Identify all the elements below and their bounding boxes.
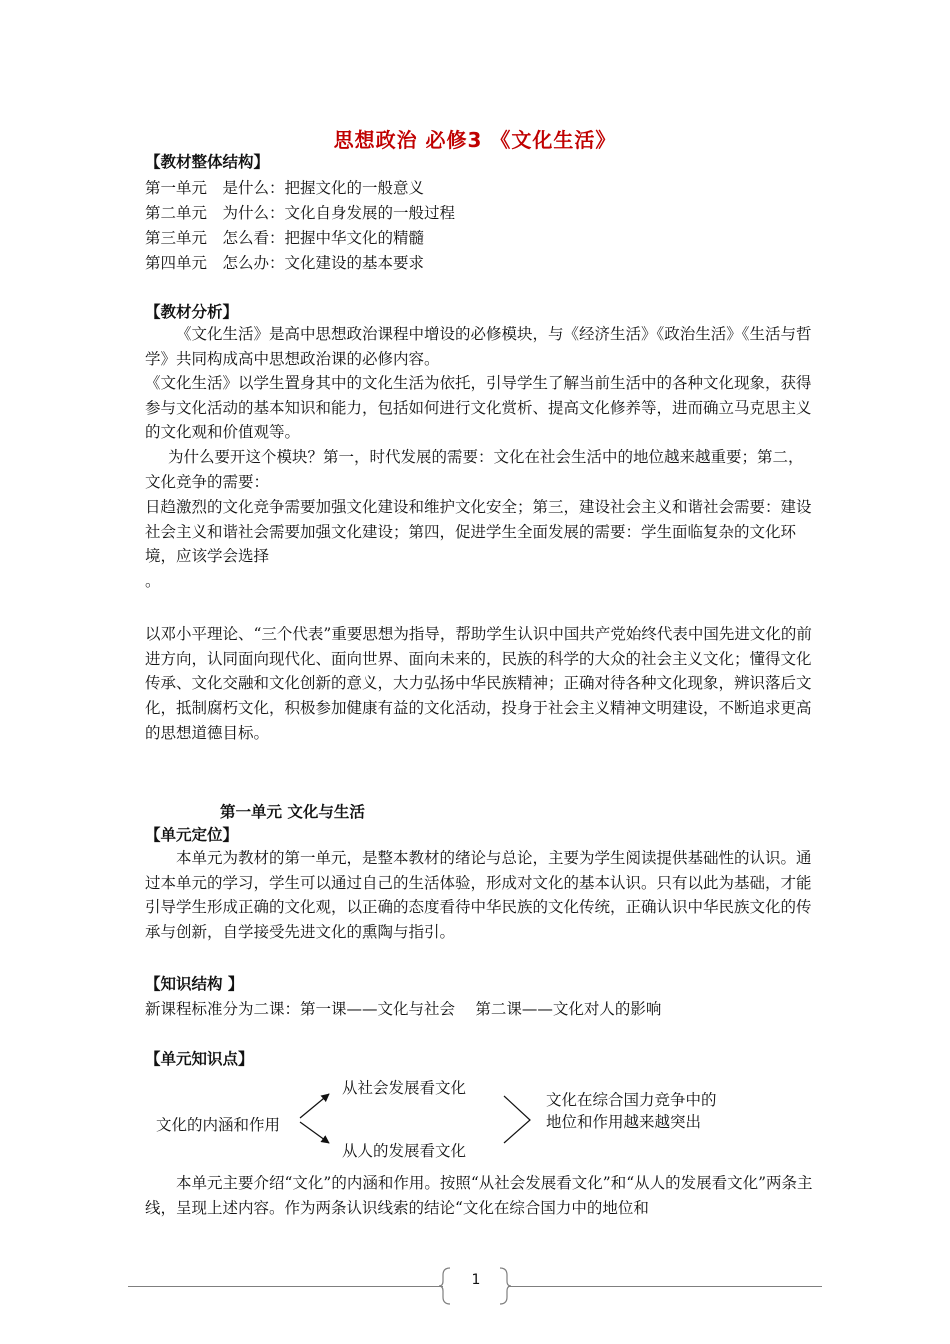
analysis-paragraph-5: 。 [145,572,161,590]
unit-points-heading: 【单元知识点】 [145,1050,254,1068]
unit-line-3: 第三单元 怎么看：把握中华文化的精髓 [145,229,425,247]
diagram-right-label-line1: 文化在综合国力竞争中的 [546,1091,717,1109]
unit-summary-text: 本单元主要介绍“文化”的内涵和作用。按照“从社会发展看文化”和“从人的发展看文化”两条主线，呈现上述内容。作为两条认识线索的结论“文化在综合国力中的地位和 [145,1174,813,1217]
page-number: 1 [471,1272,481,1288]
knowledge-structure-heading: 【知识结构 】 [145,975,244,993]
analysis-paragraph-2: 《文化生活》以学生置身其中的文化生活为依托，引导学生了解当前生活中的各种文化现象，获得参与文化活动的基本知识和能力，包括如何进行文化赏析、提高文化修养等，进而确立马克思主义的文化观和价值观等。 [145,374,812,442]
analysis-paragraph-1: 《文化生活》是高中思想政治课程中增设的必修模块，与《经济生活》《政治生活》《生活与哲学》共同构成高中思想政治课的必修内容。 [145,325,812,368]
diagram-top-label: 从社会发展看文化 [342,1079,467,1097]
unit1-title: 第一单元 文化与生活 [220,803,365,821]
unit-position-text: 本单元为教材的第一单元，是整本教材的绪论与总论，主要为学生阅读提供基础性的认识。通过本单元的学习，学生可以通过自己的生活体验，形成对文化的基本认识。只有以此为基础，才能引导学生形成正确的文化观，以正确的态度看待中华民族的文化传统，正确认识中华民族文化的传承与创新，自学接受先进文化的熏陶与指引。 [145,849,812,942]
unit-line-4: 第四单元 怎么办：文化建设的基本要求 [145,254,425,272]
analysis-heading: 【教材分析】 [145,303,239,321]
unit-line-1: 第一单元 是什么：把握文化的一般意义 [145,179,425,197]
knowledge-structure-text: 新课程标准分为二课：第一课——文化与社会 第二课——文化对人的影响 [145,1000,662,1018]
diagram-bottom-label: 从人的发展看文化 [342,1142,467,1160]
analysis-paragraph-6: 以邓小平理论、“三个代表”重要思想为指导，帮助学生认识中国共产党始终代表中国先进文化的前进方向，认同面向现代化、面向世界、面向未来的，民族的科学的大众的社会主义文化；懂得文化传承、文化交融和文化创新的意义，大力弘扬中华民族精神；正确对待各种文化现象，辨识落后文化，抵制腐朽文化，积极参加健康有益的文化活动，投身于社会主义精神文明建设，不断追求更高的思想道德目标。 [145,625,812,742]
unit-line-2: 第二单元 为什么：文化自身发展的一般过程 [145,204,456,222]
diagram-left-label: 文化的内涵和作用 [156,1116,281,1134]
unit-position-heading: 【单元定位】 [145,826,239,844]
analysis-paragraph-4: 日趋激烈的文化竞争需要加强文化建设和维护文化安全；第三，建设社会主义和谐社会需要：建设社会主义和谐社会需要加强文化建设；第四，促进学生全面发展的需要：学生面临复杂的文化环境，应该学会选择 [145,498,812,566]
diagram-right-label-line2: 地位和作用越来越突出 [546,1113,702,1131]
structure-heading: 【教材整体结构】 [145,153,270,171]
analysis-paragraph-3: 为什么要开这个模块？第一，时代发展的需要：文化在社会生活中的地位越来越重要；第二，文化竞争的需要： [145,448,804,491]
document-title: 思想政治 必修3 《文化生活》 [333,128,617,152]
